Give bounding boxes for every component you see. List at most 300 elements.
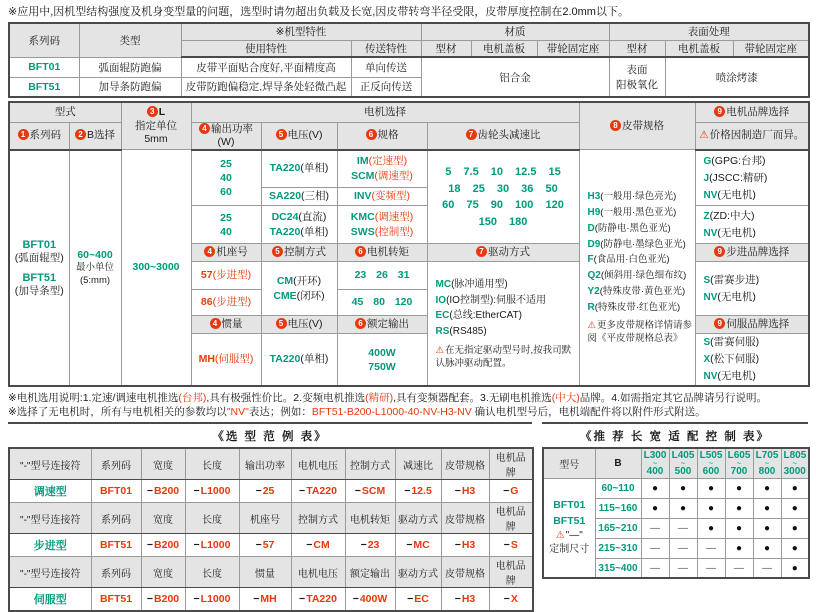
example-header-cell: 皮带规格 bbox=[441, 503, 489, 534]
fit-header-l-range bbox=[781, 448, 809, 478]
torque-57-values: 23 26 31 bbox=[337, 262, 427, 290]
option-code: Z bbox=[703, 210, 710, 222]
fit-mark-available: ● bbox=[781, 518, 809, 538]
option-code: Y2 bbox=[587, 285, 600, 297]
value-line: 18 25 30 36 50 bbox=[448, 182, 558, 195]
option-item bbox=[704, 225, 807, 242]
drive-mode-cell bbox=[427, 262, 579, 387]
value-line: 60 75 90 100 120 bbox=[442, 199, 564, 211]
control-mode-options bbox=[261, 262, 337, 316]
fit-header-text: ~ bbox=[708, 458, 714, 468]
fit-mark-available: ● bbox=[725, 478, 753, 498]
subheader-voltage2: 5 电压(V) bbox=[261, 316, 337, 334]
spec-header-transfer: 传送特性 bbox=[351, 40, 421, 57]
example-header-cell: 控制方式 bbox=[345, 448, 395, 480]
example-value-cell bbox=[395, 588, 441, 611]
option-code: G bbox=[703, 155, 712, 167]
model-value: B200 bbox=[154, 485, 180, 498]
option-item bbox=[588, 221, 693, 237]
series-use-feature: 皮带平面贴合度好,平面精度高 bbox=[181, 57, 351, 77]
torque-86-values: 45 80 120 bbox=[337, 290, 427, 316]
example-header-cell: 长度 bbox=[185, 557, 239, 588]
option-item bbox=[12, 272, 67, 298]
value-line: 40 bbox=[220, 225, 232, 238]
b-range-cell: 60~400 最小单位 (5:mm) bbox=[69, 150, 121, 387]
example-value-row bbox=[9, 534, 533, 557]
model-dash: − bbox=[454, 593, 461, 605]
model-dash: − bbox=[253, 593, 260, 605]
fit-header-text: 500 bbox=[674, 465, 692, 477]
circle-3-icon: 3 bbox=[147, 106, 158, 117]
example-header-cell: 电机电压 bbox=[291, 448, 345, 480]
option-label: (控制型) bbox=[374, 225, 414, 238]
example-value-cell bbox=[291, 534, 345, 557]
fit-table-body bbox=[543, 448, 809, 578]
fit-mark-available: ● bbox=[697, 498, 725, 518]
model-dash: − bbox=[255, 485, 262, 498]
value-line: 750W bbox=[368, 360, 396, 373]
option-item bbox=[264, 289, 335, 304]
option-label: (倾斜用·绿色细布纹) bbox=[600, 270, 687, 282]
option-item bbox=[436, 293, 577, 309]
example-value-cell bbox=[141, 480, 185, 503]
option-item bbox=[588, 189, 693, 205]
option-label: (一般用·黑色亚光) bbox=[600, 207, 677, 219]
option-label: (步进型) bbox=[212, 269, 252, 282]
model-dash: − bbox=[404, 485, 411, 498]
fit-data-row bbox=[543, 478, 809, 498]
circle-9-icon: 9 bbox=[714, 318, 725, 329]
option-code: D bbox=[587, 222, 595, 234]
option-label: (伺服型) bbox=[214, 353, 254, 366]
model-dash: − bbox=[193, 593, 200, 605]
fit-header-text: L505 bbox=[699, 449, 723, 461]
option-code: MC bbox=[435, 278, 452, 290]
option-label: (特殊皮带·黄色亚光) bbox=[599, 285, 686, 297]
option-label: (特殊皮带·红色亚光) bbox=[594, 301, 681, 313]
option-label: (雷赛步进) bbox=[710, 273, 760, 286]
subheader-servo-brand: 9 伺服品牌选择 bbox=[695, 316, 809, 334]
option-label: (定速型) bbox=[368, 154, 408, 167]
power-options-b bbox=[191, 206, 261, 244]
note-segment: ※选择了无电机时，所有与电机相关的参数均以 bbox=[8, 406, 227, 419]
option-code: TA220 bbox=[269, 225, 301, 238]
brand-brushless-options bbox=[695, 206, 809, 244]
inertia-mh bbox=[191, 334, 261, 387]
voltage-dc-options bbox=[261, 206, 337, 244]
subheader-control: 5 控制方式 bbox=[261, 244, 337, 262]
belt-note: ⚠更多皮带规格详情请参阅《平皮带规格总表》 bbox=[587, 320, 693, 345]
fit-model-line: BFT51 bbox=[553, 514, 586, 527]
note-segment: (中大) bbox=[551, 392, 580, 405]
model-value: L1000 bbox=[200, 593, 231, 605]
option-item bbox=[588, 237, 693, 253]
power-options-a bbox=[191, 150, 261, 206]
option-code: NV bbox=[703, 189, 718, 201]
option-item bbox=[436, 308, 577, 324]
value-line: 25 bbox=[220, 157, 232, 170]
fit-b-range: 115~160 bbox=[595, 498, 641, 518]
spec-im-scm bbox=[337, 150, 427, 188]
header-motor-select: 电机选择 bbox=[191, 102, 579, 122]
example-header-cell: 长度 bbox=[185, 448, 239, 480]
example-header-cell: "-"型号连接符 bbox=[9, 557, 91, 588]
example-table-title: 《选 型 范 例 表》 bbox=[8, 422, 532, 447]
fit-header-l-range bbox=[697, 448, 725, 478]
fit-mark-available: ● bbox=[753, 538, 781, 558]
circle-6-icon: 6 bbox=[366, 129, 377, 140]
example-value-cell bbox=[345, 534, 395, 557]
fit-model-line: BFT01 bbox=[553, 499, 586, 512]
rated-output-values bbox=[337, 334, 427, 387]
option-code: S bbox=[703, 274, 711, 286]
gear-ratio-values bbox=[427, 150, 579, 244]
header-style: 型式 bbox=[9, 102, 121, 122]
subheader-rated-output: 6 额定输出 bbox=[337, 316, 427, 334]
option-item bbox=[340, 225, 425, 240]
header-b-select: 2 B选择 bbox=[69, 122, 121, 150]
spec-kmc-sws bbox=[337, 206, 427, 244]
subheader-inertia: 4 惯量 bbox=[191, 316, 261, 334]
example-header-cell: 皮带规格 bbox=[441, 448, 489, 480]
option-label: (无电机) bbox=[717, 370, 756, 383]
option-code: CM bbox=[276, 274, 294, 287]
model-dash: − bbox=[454, 539, 461, 552]
option-code: 86 bbox=[200, 296, 213, 309]
example-header-cell: 驱动方式 bbox=[395, 557, 441, 588]
option-label: (总线:EtherCAT) bbox=[449, 310, 523, 322]
circle-4-icon: 4 bbox=[210, 318, 221, 329]
example-header-cell: 电机电压 bbox=[291, 557, 345, 588]
fit-header-text: ~ bbox=[652, 458, 658, 468]
option-label: (防静电·黑色亚光) bbox=[594, 222, 671, 234]
belt-spec-cell bbox=[579, 150, 695, 387]
series-type: 加导条防跑偏 bbox=[79, 77, 181, 97]
example-type-label: 伺服型 bbox=[9, 588, 91, 611]
option-code: NV bbox=[703, 227, 718, 239]
example-value-cell bbox=[91, 588, 141, 611]
note-segment: (精研) bbox=[365, 392, 394, 405]
model-dash: − bbox=[255, 539, 262, 552]
option-code: NV bbox=[703, 291, 718, 303]
option-item bbox=[194, 295, 259, 310]
model-value: BFT51 bbox=[99, 539, 133, 552]
fit-mark-custom: — bbox=[641, 558, 669, 578]
voltage-ta220 bbox=[261, 150, 337, 188]
model-dash: − bbox=[503, 485, 510, 498]
example-header-cell: 系列码 bbox=[91, 503, 141, 534]
warning-icon: ⚠ bbox=[587, 320, 597, 332]
option-code: IO bbox=[435, 294, 447, 306]
option-code: TA220 bbox=[269, 353, 301, 366]
example-header-cell: 系列码 bbox=[91, 448, 141, 480]
example-table bbox=[8, 447, 534, 612]
surface-profile-value: 表面 阳极氧化 bbox=[609, 57, 665, 97]
option-item bbox=[264, 161, 335, 176]
example-header-cell: "-"型号连接符 bbox=[9, 503, 91, 534]
series-spec-table bbox=[8, 22, 810, 98]
option-code: X bbox=[703, 354, 711, 366]
example-value-cell bbox=[141, 588, 185, 611]
example-header-cell: 机座号 bbox=[239, 503, 291, 534]
subheader-drive: 7 驱动方式 bbox=[427, 244, 579, 262]
example-header-row bbox=[9, 503, 533, 534]
fit-mark-available: ● bbox=[669, 478, 697, 498]
header-spec: 6 规格 bbox=[337, 122, 427, 150]
note-segment: "NV" bbox=[226, 406, 249, 419]
fit-mark-available: ● bbox=[781, 498, 809, 518]
frame-57 bbox=[191, 262, 261, 290]
circle-5-icon: 5 bbox=[272, 246, 283, 257]
fit-mark-available: ● bbox=[641, 498, 669, 518]
option-code: F bbox=[587, 254, 594, 266]
spec-header-series: 系列码 bbox=[9, 23, 79, 57]
example-value-cell bbox=[239, 588, 291, 611]
spec-header-use: 使用特性 bbox=[181, 40, 351, 57]
example-header-cell: 长度 bbox=[185, 503, 239, 534]
model-dash: − bbox=[146, 539, 154, 552]
model-value: S bbox=[510, 539, 518, 552]
fit-header-text: 600 bbox=[702, 465, 720, 477]
spec-header-type: 类型 bbox=[79, 23, 181, 57]
option-code: KMC bbox=[350, 210, 375, 223]
fit-header-text: 800 bbox=[758, 465, 776, 477]
model-selection-table bbox=[8, 101, 810, 387]
warning-icon: ⚠ bbox=[699, 129, 709, 142]
brand-step-options bbox=[695, 262, 809, 316]
circle-6-icon: 6 bbox=[355, 246, 366, 257]
fit-mark-available: ● bbox=[725, 498, 753, 518]
fit-header-l-range bbox=[753, 448, 781, 478]
option-item bbox=[588, 300, 693, 316]
option-item bbox=[264, 189, 335, 204]
option-code: 57 bbox=[200, 269, 213, 282]
spec-row-bft01 bbox=[9, 57, 809, 77]
option-code: MH bbox=[198, 353, 215, 366]
fit-header-text: ~ bbox=[792, 458, 798, 468]
model-dash: − bbox=[299, 593, 306, 605]
value-line: 5 7.5 10 12.5 15 bbox=[445, 166, 561, 178]
option-label: (无电机) bbox=[717, 188, 756, 201]
fit-mark-available: ● bbox=[781, 538, 809, 558]
model-dash: − bbox=[146, 593, 154, 605]
fit-model-line: ⚠"—" bbox=[555, 529, 583, 541]
option-code: R bbox=[587, 301, 595, 313]
fit-mark-custom: — bbox=[669, 518, 697, 538]
example-value-cell bbox=[345, 588, 395, 611]
fit-header-text: 3000 bbox=[783, 465, 806, 477]
option-label: (直流) bbox=[298, 210, 327, 223]
fit-mark-custom: — bbox=[697, 538, 725, 558]
example-value-cell bbox=[345, 480, 395, 503]
fit-mark-available: ● bbox=[697, 478, 725, 498]
option-code: J bbox=[703, 172, 710, 184]
fit-mark-available: ● bbox=[725, 538, 753, 558]
example-header-cell: 电机品牌 bbox=[489, 557, 533, 588]
fit-model-cell bbox=[543, 478, 595, 578]
option-item bbox=[264, 210, 335, 225]
circle-2-icon: 2 bbox=[75, 129, 86, 140]
model-dash: − bbox=[503, 539, 510, 552]
fit-header-text: L605 bbox=[727, 449, 751, 461]
voltage-sa220 bbox=[261, 188, 337, 206]
option-item bbox=[194, 352, 259, 367]
option-item bbox=[704, 170, 807, 187]
option-label: (弧面辊型) bbox=[14, 251, 64, 264]
note-segment: 表达；例如： bbox=[248, 406, 312, 419]
value-line: 400W bbox=[368, 346, 396, 359]
value-line: 25 bbox=[220, 211, 232, 224]
example-value-cell bbox=[441, 534, 489, 557]
model-value: EC bbox=[414, 593, 429, 605]
example-header-cell: 电机转矩 bbox=[345, 503, 395, 534]
subheader-frame: 4 机座号 bbox=[191, 244, 261, 262]
option-code: IM bbox=[356, 154, 369, 167]
no-motor-note bbox=[8, 405, 808, 419]
fit-model-line: 定制尺寸 bbox=[549, 544, 590, 556]
example-value-cell bbox=[291, 480, 345, 503]
warning-icon: ⚠ bbox=[435, 344, 445, 356]
model-value: X bbox=[510, 593, 518, 605]
option-label: (单相) bbox=[300, 353, 329, 366]
option-label: (变频型) bbox=[371, 190, 410, 203]
motor-selection-note bbox=[8, 391, 808, 405]
option-item bbox=[588, 205, 693, 221]
model-dash: − bbox=[193, 485, 200, 498]
option-label: (脉冲通用型) bbox=[451, 278, 508, 290]
example-header-cell: 宽度 bbox=[141, 448, 185, 480]
fit-header-l-range bbox=[725, 448, 753, 478]
option-code: Q2 bbox=[587, 270, 601, 282]
circle-5-icon: 5 bbox=[276, 318, 287, 329]
value-line: 150 180 bbox=[478, 215, 528, 228]
note-segment: ,具有极强性价比。2.变频电机推选 bbox=[206, 392, 366, 405]
example-type-label: 步进型 bbox=[9, 534, 91, 557]
model-value: MC bbox=[413, 539, 430, 552]
option-item bbox=[436, 324, 577, 340]
option-label: (闭环) bbox=[296, 289, 325, 302]
note-segment: (台邦) bbox=[178, 392, 207, 405]
option-code: EC bbox=[435, 310, 450, 322]
fit-mark-custom: — bbox=[641, 538, 669, 558]
model-value: L1000 bbox=[200, 485, 231, 498]
option-code: H9 bbox=[587, 207, 601, 219]
circle-4-icon: 4 bbox=[199, 123, 210, 134]
note-segment: ※电机选用说明:1.定速/调速电机推选 bbox=[8, 392, 179, 405]
fit-header-text: ~ bbox=[764, 458, 770, 468]
option-code: NV bbox=[703, 371, 718, 383]
note-segment: 确认电机型号后，电机端配件将以附件形式附送。 bbox=[471, 406, 706, 419]
example-header-cell: 皮带规格 bbox=[441, 557, 489, 588]
series-transfer: 单向传送 bbox=[351, 57, 421, 77]
example-header-row bbox=[9, 448, 533, 480]
option-label: (IO控制型):伺服不适用 bbox=[446, 294, 547, 306]
option-item bbox=[704, 272, 807, 289]
example-table-body bbox=[9, 448, 533, 611]
value-line: 40 bbox=[220, 171, 232, 184]
model-dash: − bbox=[406, 539, 413, 552]
series-transfer: 正反向传送 bbox=[351, 77, 421, 97]
model-dash: − bbox=[360, 539, 367, 552]
option-item bbox=[588, 252, 693, 268]
option-item bbox=[588, 268, 693, 284]
model-value: L1000 bbox=[200, 539, 231, 552]
fit-b-range: 315~400 bbox=[595, 558, 641, 578]
example-value-cell bbox=[441, 588, 489, 611]
header-gear-ratio: 7 齿轮头减速比 bbox=[427, 122, 579, 150]
option-label: (防静电·墨绿色亚光) bbox=[600, 238, 686, 250]
option-label: (步进型) bbox=[212, 296, 252, 309]
spec-header-surface: 表面处理 bbox=[609, 23, 809, 40]
value-line: 60 bbox=[220, 186, 232, 199]
spec-header-profile2: 型材 bbox=[609, 40, 665, 57]
option-code: BFT51 bbox=[22, 271, 57, 284]
circle-7-icon: 7 bbox=[476, 246, 487, 257]
option-item bbox=[340, 169, 425, 184]
option-label: (调速型) bbox=[374, 170, 413, 182]
brand-servo-options bbox=[695, 334, 809, 387]
spec-header-cover2: 电机盖板 bbox=[665, 40, 733, 57]
example-value-cell bbox=[489, 534, 533, 557]
model-dash: − bbox=[352, 593, 359, 605]
example-value-cell bbox=[489, 588, 533, 611]
l-range-cell: 300~3000 bbox=[121, 150, 191, 387]
option-item bbox=[704, 368, 807, 385]
example-header-cell: 额定输出 bbox=[345, 557, 395, 588]
option-label: (无电机) bbox=[717, 290, 756, 303]
option-item bbox=[340, 210, 425, 225]
model-dash: − bbox=[299, 485, 306, 498]
example-type-label: 调速型 bbox=[9, 480, 91, 503]
fit-header-row bbox=[543, 448, 809, 478]
header-motor-brand: 9 电机品牌选择 bbox=[695, 102, 809, 122]
series-options-cell bbox=[9, 150, 69, 387]
series-type: 弧面辊防跑偏 bbox=[79, 57, 181, 77]
spec-header-material: 材质 bbox=[421, 23, 609, 40]
option-label: (ZD:中大) bbox=[709, 209, 755, 222]
example-value-cell bbox=[489, 480, 533, 503]
example-value-cell bbox=[239, 480, 291, 503]
fit-b-range: 60~110 bbox=[595, 478, 641, 498]
option-item bbox=[704, 289, 807, 306]
surface-coating-value: 喷涂烤漆 bbox=[665, 57, 809, 97]
fit-mark-available: ● bbox=[697, 518, 725, 538]
model-dash: − bbox=[503, 593, 510, 605]
model-dash: − bbox=[454, 485, 461, 498]
example-value-cell bbox=[185, 534, 239, 557]
option-item bbox=[704, 334, 807, 351]
option-item bbox=[588, 284, 693, 300]
option-label: (RS485) bbox=[449, 326, 487, 338]
model-value: H3 bbox=[461, 485, 476, 498]
fit-b-range: 215~310 bbox=[595, 538, 641, 558]
example-value-cell bbox=[185, 588, 239, 611]
fit-mark-custom: — bbox=[725, 558, 753, 578]
voltage-mh bbox=[261, 334, 337, 387]
model-value: SCM bbox=[361, 485, 386, 498]
brand-ac-options bbox=[695, 150, 809, 206]
option-item bbox=[340, 189, 425, 204]
header-belt-spec: 8 皮带规格 bbox=[579, 102, 695, 150]
fit-b-range: 165~210 bbox=[595, 518, 641, 538]
example-value-cell bbox=[91, 480, 141, 503]
fit-header-text: 700 bbox=[730, 465, 748, 477]
option-item bbox=[264, 274, 335, 289]
fit-mark-custom: — bbox=[753, 558, 781, 578]
subheader-step-brand: 9 步进品牌选择 bbox=[695, 244, 809, 262]
fit-mark-available: ● bbox=[781, 558, 809, 578]
fit-mark-available: ● bbox=[781, 478, 809, 498]
